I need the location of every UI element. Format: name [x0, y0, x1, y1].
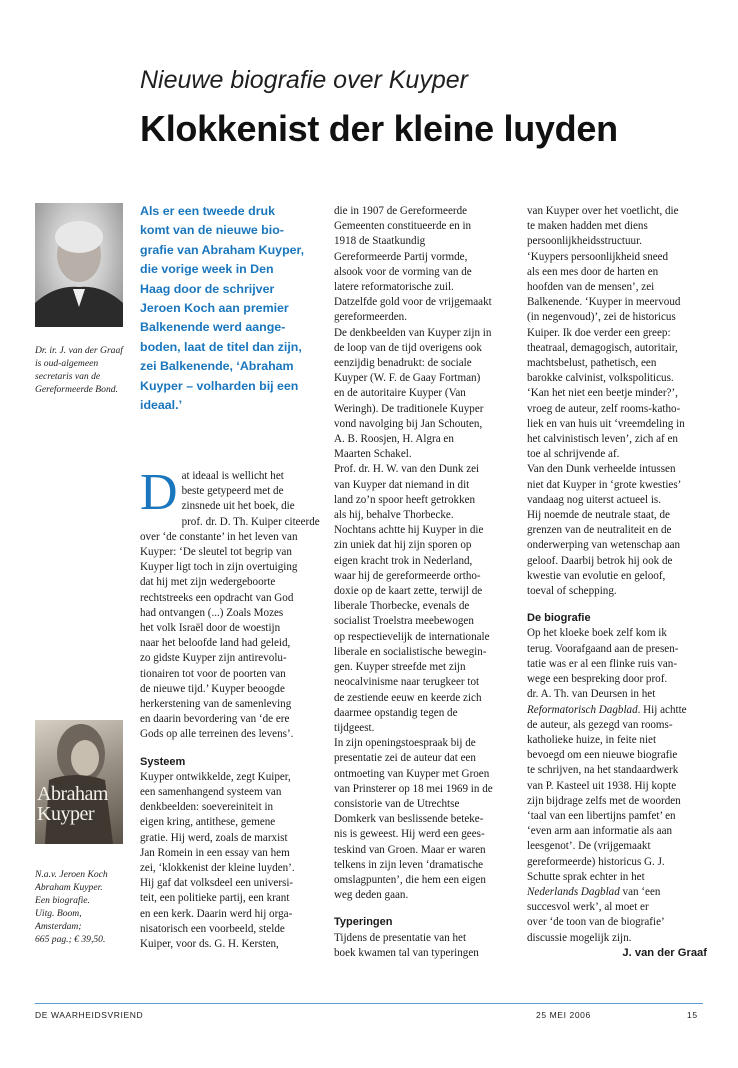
body-line: naar het beloofde land had geleid,: [140, 637, 291, 650]
caption-line: Amsterdam;: [35, 921, 82, 932]
body-line: teskind van Groen. Maar er waren: [334, 843, 486, 856]
body-line: Gereformeerde Partij vormde,: [334, 250, 468, 263]
body-line: Domkerk van beslissende beteke-: [334, 813, 484, 826]
caption-line: Uitg. Boom,: [35, 908, 82, 919]
book-cover-title-line: Kuyper: [37, 803, 94, 825]
col3-lines2c: [527, 900, 709, 946]
body-line: prof. dr. D. Th. Kuiper citeerde: [181, 515, 320, 528]
body-column-2: [334, 204, 516, 961]
book-cover-photo-icon: [35, 720, 123, 844]
body-line: consistorie van de Utrechtse: [334, 797, 460, 810]
body-line: zin uniek dat hij zijn sporen op: [334, 539, 472, 552]
lead-line: komt van de nieuwe bio-: [140, 223, 284, 238]
body-line: het volk Israël door de woestijn: [140, 622, 281, 635]
footer-date: 25 MEI 2006: [536, 1010, 591, 1020]
body-line: A. B. Roosjen, H. Algra en: [334, 433, 454, 446]
caption-line: N.a.v. Jeroen Koch: [35, 869, 108, 880]
portrait-photo-icon: [35, 203, 123, 327]
body-line: zijn bijdrage zelfs met de woorden: [527, 794, 681, 807]
body-line: te schrijven, na het standaardwerk: [527, 764, 679, 777]
article-kicker: Nieuwe biografie over Kuyper: [140, 66, 468, 94]
newspaper-name: Nederlands Dagblad: [527, 885, 620, 898]
body-line: daarmee opstandig tegen de: [334, 706, 458, 719]
body-line: zinsnede uit het boek, die: [181, 500, 295, 513]
col2-lines2: [334, 931, 516, 961]
dropcap-letter: D: [140, 464, 178, 521]
body-line: beste getypeerd met de: [181, 485, 284, 498]
body-line: ‘Kuypers persoonlijkheid sneed: [527, 250, 669, 263]
book-cover-photo: [35, 720, 123, 844]
body-line: hoofden van de mensen’, zei: [527, 281, 655, 294]
section-heading-typeringen: Typeringen: [334, 916, 393, 929]
body-line: Van den Dunk verheelde intussen: [527, 463, 676, 476]
body-line: liberale Thorbecke, evenals de: [334, 600, 470, 613]
body-line: latere reformatorische zuil.: [334, 281, 454, 294]
body-line: succesvol werk’, al moet er: [527, 901, 649, 914]
body-line: 1918 de Staatkundig: [334, 235, 426, 248]
author-photo: [35, 203, 123, 327]
body-line: Balkenende. ‘Kuyper in meervoud: [527, 296, 681, 309]
caption-line: Gereformeerde Bond.: [35, 384, 118, 395]
body-line: had ontvangen (...) Zoals Mozes: [140, 606, 284, 619]
body-line: theatraal, demagogisch, autoritair,: [527, 341, 678, 354]
body-line: Datzelfde gold voor de vrijgemaakt: [334, 296, 492, 309]
footer-rule: [35, 1003, 703, 1004]
body-line: de loop van de tijd overigens ook: [334, 341, 482, 354]
lead-line: Haag door de schrijver: [140, 281, 275, 296]
body-line: toeval of schepping.: [527, 585, 617, 598]
body-line: over ‘de toon van de biografie’: [527, 916, 665, 929]
col3-lines2b: [527, 718, 709, 885]
body-line: Hij noemde de neutrale staat, de: [527, 509, 670, 522]
body-line: tatie was er al een flinke ruis van-: [527, 657, 678, 670]
body-line: de zestiende eeuw en keerde zich: [334, 691, 482, 704]
lead-line: grafie van Abraham Kuyper,: [140, 242, 305, 257]
section-heading-de-biografie: De biografie: [527, 612, 591, 625]
body-line: at ideaal is wellicht het: [181, 470, 284, 482]
body-line: wege een bespreking door prof.: [527, 673, 668, 686]
body-text: . Hij achtte: [637, 703, 687, 716]
body-line: omslagpunten’, die hem een eigen: [334, 873, 486, 886]
body-line: De denkbeelden van Kuyper zijn in: [334, 326, 492, 339]
book-caption: [35, 868, 131, 946]
body-line: gereformeerden.: [334, 311, 407, 324]
col1-lines: [140, 515, 322, 743]
body-line: Kuiper. Ik doe verder een greep:: [527, 326, 671, 339]
body-line: eigen kracht trok in Nederland,: [334, 554, 473, 567]
body-line: niet dat Kuyper in ‘grote kwesties’: [527, 478, 682, 491]
body-line: Kuyper ligt toch in zijn overtuiging: [140, 561, 298, 574]
body-line: grenzen van de neutraliteit en de: [527, 524, 672, 537]
body-line: Op het kloeke boek zelf kom ik: [527, 627, 667, 640]
article-title: Klokkenist der kleine luyden: [140, 108, 618, 149]
body-line: Hij gaf dat volksdeel een universi-: [140, 877, 294, 890]
body-line: terug. Voorafgaand aan de presen-: [527, 642, 679, 655]
body-line: (in negenvoud)’, zei de historicus: [527, 311, 676, 324]
body-line: zei, ‘klokkenist der kleine luyden’.: [140, 862, 295, 875]
book-cover-title-line: Abraham: [37, 783, 108, 805]
body-line: gratie. Hij werd, zoals de marxist: [140, 831, 288, 844]
body-line: Schutte sprak echter in het: [527, 870, 645, 883]
lead-line: ideaal.’: [140, 398, 183, 413]
body-line: socialist Troelstra meebewogen: [334, 615, 474, 628]
body-column-3: [527, 204, 709, 961]
col3-lines2a: [527, 626, 709, 702]
body-line: geloof. Daarbij betrok hij ook de: [527, 554, 673, 567]
body-line: Kuiper, voor ds. G. H. Kersten,: [140, 938, 279, 951]
body-line: onderwerping van wetenschap aan: [527, 539, 681, 552]
body-line: rechtstreeks een opdracht van God: [140, 591, 294, 604]
dropcap-paragraph: [140, 464, 322, 521]
lead-line: zei Balkenende, ‘Abraham: [140, 359, 294, 374]
lead-paragraph: [140, 202, 322, 415]
body-line: tionairen tot voor de poorten van: [140, 667, 286, 680]
body-line: barokke calvinist, volkspoliticus.: [527, 372, 674, 385]
body-line: denkbeelden: soevereiniteit in: [140, 801, 274, 814]
caption-line: Dr. ir. J. van der Graaf: [35, 345, 123, 356]
body-line: als een mes door de harten en: [527, 265, 659, 278]
body-line: en daarin bevordering van ‘de ere: [140, 713, 290, 726]
col2-lines: [334, 204, 516, 903]
body-line: persoonlijkheidsstructuur.: [527, 235, 642, 248]
body-line: van P. Kasteel uit 1938. Hij kopte: [527, 779, 677, 792]
lead-line: Balkenende werd aange-: [140, 320, 286, 335]
caption-line: is oud-algemeen: [35, 358, 99, 369]
body-line: van Kuyper over het voetlicht, die: [527, 205, 679, 217]
body-line: en een kerk. Daarin werd hij orga-: [140, 907, 293, 920]
lead-line: Jeroen Koch aan premier: [140, 301, 289, 316]
body-line: te maken hadden met diens: [527, 220, 648, 233]
caption-line: Abraham Kuyper.: [35, 882, 103, 893]
body-line: doxie op de kaart zette, terwijl de: [334, 585, 483, 598]
body-line: herkerstening van de samenleving: [140, 698, 292, 711]
body-line: en de autoritaire Kuyper (Van: [334, 387, 466, 400]
body-line: weg deden gaan.: [334, 889, 409, 902]
body-line: discussie mogelijk zijn.: [527, 931, 632, 944]
body-line: Gemeenten constitueerde en in: [334, 220, 472, 233]
body-line: alsook voor de vorming van de: [334, 265, 472, 278]
newspaper-name: Reformatorisch Dagblad: [527, 703, 638, 716]
body-line: presentatie zei de auteur dat een: [334, 752, 476, 765]
col3-lines: [527, 204, 709, 599]
body-line: In zijn openingstoespraak bij de: [334, 737, 476, 750]
body-column-1: [140, 464, 322, 952]
body-line: de auteur, als gezegd van rooms-: [527, 718, 673, 731]
author-signature: J. van der Graaf: [622, 946, 707, 959]
body-line: machtsbelust, pathetisch, een: [527, 357, 657, 370]
body-line: [527, 703, 709, 718]
body-line: ‘even arm aan informatie als aan: [527, 825, 673, 838]
body-line: Kuyper ontwikkelde, zegt Kuiper,: [140, 770, 291, 783]
body-line: Maarten Schakel.: [334, 448, 412, 461]
lead-line: Kuyper – volharden bij een: [140, 378, 299, 393]
body-line: vandaag nog uiterst actueel is.: [527, 493, 662, 506]
body-line: telkens in zijn leven ‘dramatische: [334, 858, 484, 871]
lead-line: Als er een tweede druk: [140, 204, 275, 218]
body-line: die in 1907 de Gereformeerde: [334, 205, 468, 217]
body-line: teit, een politieke partij, een krant: [140, 892, 290, 905]
body-line: een samenhangend systeem van: [140, 786, 282, 799]
body-line: van Prinsterer op 18 mei 1969 in de: [334, 782, 493, 795]
body-line: Tijdens de presentatie van het: [334, 931, 467, 944]
body-line: eenzijdig benadrukt: de sociale: [334, 357, 472, 370]
body-line: Gods op alle terreinen des levens’.: [140, 728, 294, 741]
body-line: Jan Romein in een essay van hem: [140, 846, 290, 859]
body-line: als hij, behalve Thorbecke.: [334, 509, 454, 522]
body-line: boek kwamen tal van typeringen: [334, 946, 479, 959]
author-photo-caption: [35, 344, 131, 396]
caption-line: secretaris van de: [35, 371, 101, 382]
body-line: ‘Kan het niet een beetje minder?’,: [527, 387, 678, 400]
body-line: vroeg de auteur, zelf rooms-katho-: [527, 402, 681, 415]
body-line: dat hij met zijn wedergeboorte: [140, 576, 276, 589]
body-line: van Kuyper dat niemand in dit: [334, 478, 470, 491]
body-line: kwestie van evolutie en geloof,: [527, 569, 666, 582]
body-line: Weringh). De traditionele Kuyper: [334, 402, 484, 415]
body-line: land zo’n spoor heeft getrokken: [334, 493, 476, 506]
footer-publication: DE WAARHEIDSVRIEND: [35, 1010, 144, 1020]
section-heading-systeem: Systeem: [140, 755, 186, 768]
page-number: 15: [687, 1010, 698, 1020]
body-line: leesgenot’. De (vrijgemaakt: [527, 840, 651, 853]
body-line: vond navolging bij Jan Schouten,: [334, 417, 483, 430]
body-line: ontmoeting van Kuyper met Groen: [334, 767, 490, 780]
lead-line: boden, laat de titel dan zijn,: [140, 339, 302, 354]
body-line: gereformeerde) historicus G. J.: [527, 855, 665, 868]
caption-line: 665 pag.; € 39,50.: [35, 934, 106, 945]
body-line: waar hij de gereformeerde ortho-: [334, 569, 481, 582]
body-line: [527, 885, 709, 900]
body-line: op respectievelijk de internationale: [334, 630, 490, 643]
body-line: ‘taal van een libertijns pamfet’ en: [527, 809, 676, 822]
body-line: tijdgeest.: [334, 721, 375, 734]
body-line: bevoegd om een nieuwe biografie: [527, 749, 678, 762]
caption-line: Een biografie.: [35, 895, 90, 906]
body-line: Kuyper: ‘De sleutel tot begrip van: [140, 546, 292, 559]
body-line: liberale en socialistische bewegin-: [334, 645, 487, 658]
col1-lines2: [140, 770, 322, 952]
body-line: neocalvinisme naar terugkeer tot: [334, 676, 480, 689]
body-line: eigen kring, antithese, gemene: [140, 816, 276, 829]
body-line: nisatorisch een voorbeeld, stelde: [140, 922, 285, 935]
body-line: Nochtans achtte hij Kuyper in die: [334, 524, 484, 537]
body-line: katholieke huize, in feite niet: [527, 733, 657, 746]
body-line: toe al schrijvende af.: [527, 448, 620, 461]
lead-line: die vorige week in Den: [140, 262, 274, 277]
body-line: zo gidste Kuyper zijn antirevolu-: [140, 652, 287, 665]
body-line: over ‘de constante’ in het leven van: [140, 530, 298, 543]
body-line: dr. A. Th. van Deursen in het: [527, 688, 656, 701]
body-line: Kuyper (W. F. de Gaay Fortman): [334, 372, 481, 385]
body-line: het calvinistisch leven’, zich af en: [527, 433, 678, 446]
body-line: gen. Kuyper streefde met zijn: [334, 661, 466, 674]
body-line: nis is geweest. Hij werd een gees-: [334, 828, 485, 841]
body-text: van ‘een: [619, 885, 661, 898]
body-line: liek en van huis uit ‘vreemdeling in: [527, 417, 685, 430]
body-line: de nieuwe tijd.’ Kuyper beoogde: [140, 682, 285, 695]
body-line: Prof. dr. H. W. van den Dunk zei: [334, 463, 480, 476]
